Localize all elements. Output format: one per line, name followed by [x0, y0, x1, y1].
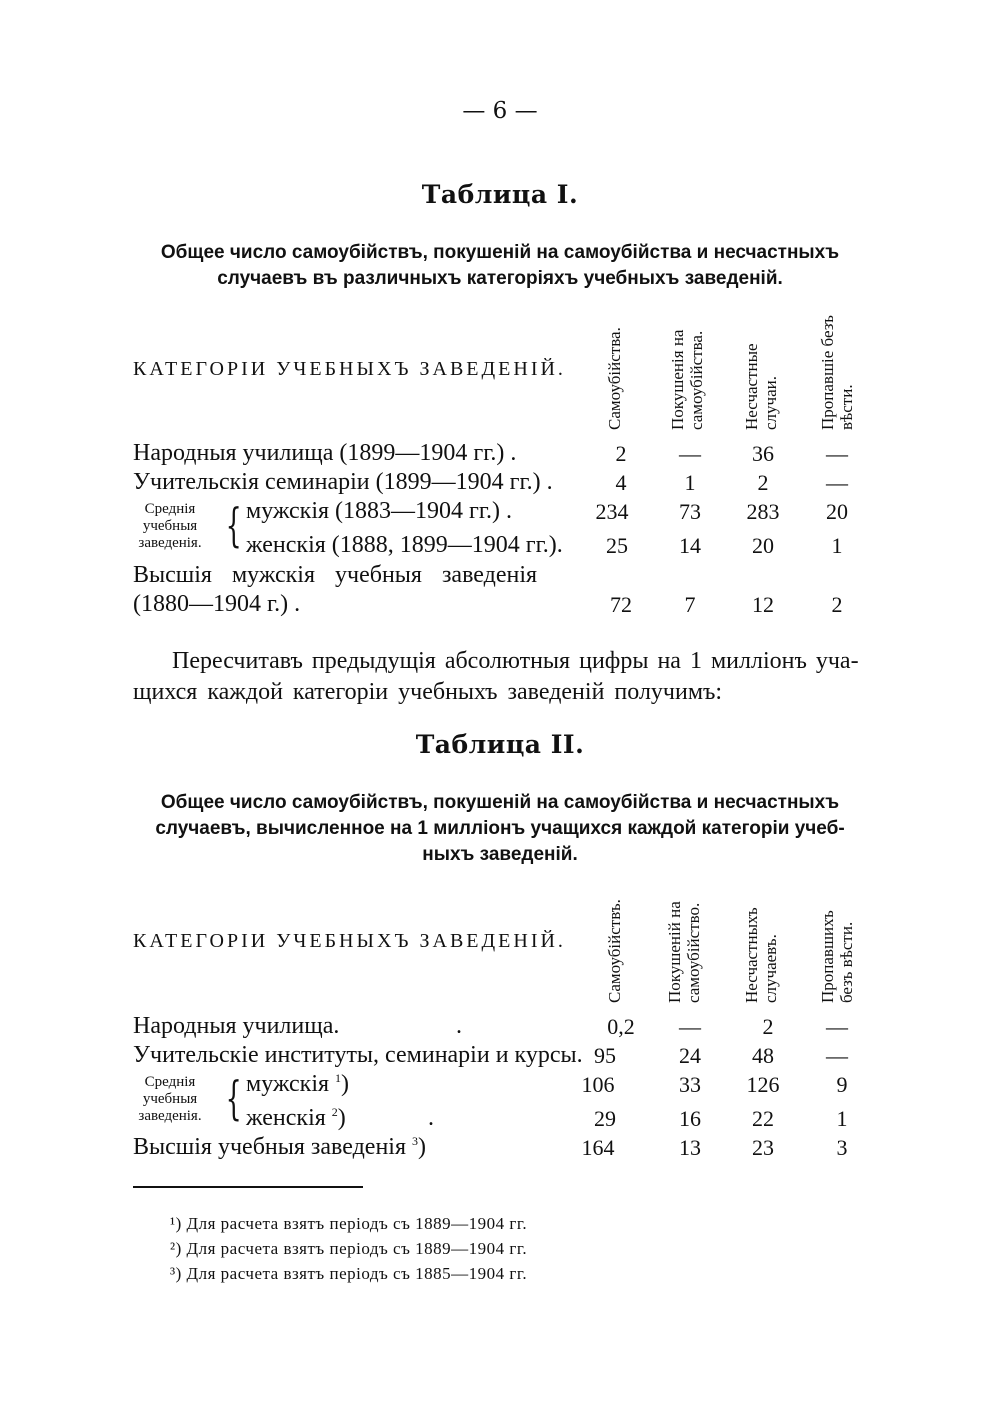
- table1-row-2-val-3: 2: [757, 470, 769, 495]
- table2-row-4-val-4: 1: [836, 1106, 848, 1131]
- table1-col-header-1: [605, 305, 629, 430]
- table2-row-4-paren: ): [337, 1105, 346, 1131]
- table2-row-3-val-3: 126: [746, 1072, 780, 1097]
- table2-row-1-val-1: 0,2: [607, 1014, 635, 1039]
- table2-group-label-line1: Среднія: [144, 1074, 196, 1090]
- table2-row-1-val-3: 2: [762, 1014, 774, 1039]
- table2-row-4-mark: 2: [331, 1105, 338, 1119]
- table1-row-5-val-4: 2: [831, 592, 843, 617]
- table2-row-1-dot: .: [456, 1013, 462, 1039]
- table1-row-5-val-3: 12: [752, 592, 774, 617]
- table2-row-2-val-1: 95: [594, 1043, 616, 1068]
- table2-row-4: [246, 1105, 346, 1132]
- footnote-2-mark: ²): [170, 1239, 182, 1258]
- table2-subtitle-line3: ныхъ заведеній.: [422, 844, 578, 865]
- footnote-2: [170, 1239, 527, 1259]
- footnote-1-text: Для расчета взятъ періодъ съ 1889—1904 гг.: [186, 1214, 528, 1233]
- table2-col-header-2: [665, 878, 705, 1003]
- table1-row-3-val-1: 234: [595, 499, 629, 524]
- table2-col-header-1: [605, 878, 629, 1003]
- table1-col-header-1-text: Самоубійства.: [605, 327, 624, 430]
- table1-row-2-val-2: 1: [684, 470, 696, 495]
- table1-col-header-4-text: Пропавшіе безъ вѣсти.: [818, 315, 856, 430]
- table2-row-4-label: женскія: [246, 1105, 326, 1131]
- table2-col-header-1-text: Самоубійствъ.: [605, 899, 624, 1003]
- table2-row-3-paren: ): [341, 1071, 350, 1097]
- table2-row-1-val-2: —: [679, 1014, 701, 1039]
- table1-group-brace: {: [225, 498, 242, 552]
- footnote-3: [170, 1264, 527, 1284]
- table1-row-3-label: мужскія (1883—1904 гг.) .: [246, 498, 513, 524]
- table2-row-3: [246, 1071, 349, 1098]
- table1-row-3-val-3: 283: [746, 499, 780, 524]
- footnote-divider: [133, 1186, 363, 1188]
- table1-col-header-3: [742, 305, 782, 430]
- table2-row-3-label: мужскія: [246, 1071, 330, 1097]
- table2-row-1-val-4: —: [826, 1014, 848, 1039]
- table1-row-2-label: Учительскія семинаріи (1899—1904 гг.) .: [133, 469, 553, 495]
- table1-col-header-3-text: Несчастные случаи.: [742, 343, 780, 430]
- table1-row-4-val-3: 20: [752, 533, 774, 558]
- table2-row-5-label: Высшія учебныя заведенія: [133, 1134, 406, 1160]
- table2-row-2-val-4: —: [826, 1043, 848, 1068]
- table2-category-header: КАТЕГОРІИ УЧЕБНЫХЪ ЗАВЕДЕНІЙ.: [133, 930, 566, 952]
- table2-row-5-val-3: 23: [752, 1135, 774, 1160]
- table1-category-header: КАТЕГОРІИ УЧЕБНЫХЪ ЗАВЕДЕНІЙ.: [133, 358, 566, 380]
- table2-group-label: [130, 1074, 210, 1125]
- table1-row-2-val-4: —: [826, 470, 848, 495]
- table1-subtitle-line1: Общее число самоубійствъ, покушеній на самоубійства и несчастныхъ: [160, 242, 840, 263]
- table2-row-5: [133, 1134, 426, 1161]
- paragraph-line2: щихся каждой категоріи учебныхъ заведеній получимъ:: [133, 679, 723, 705]
- page-number: — 6 —: [462, 98, 538, 124]
- table2-group-brace: {: [225, 1071, 242, 1125]
- table1-row-1-val-1: 2: [615, 441, 627, 466]
- table2-row-2-val-3: 48: [752, 1043, 774, 1068]
- table1-row-4-val-1: 25: [606, 533, 628, 558]
- table2-row-4-val-3: 22: [752, 1106, 774, 1131]
- table2-row-4-dot: .: [428, 1105, 434, 1131]
- table1-row-1-label: Народныя училища (1899—1904 гг.) .: [133, 440, 517, 466]
- table1-row-3-val-4: 20: [826, 499, 848, 524]
- table1-row-3-val-2: 73: [679, 499, 701, 524]
- table1-row-5-label-line2: (1880—1904 г.) .: [133, 591, 301, 617]
- table2-row-3-val-4: 9: [836, 1072, 848, 1097]
- table1-row-4-val-2: 14: [679, 533, 701, 558]
- table2-title: Таблица II.: [415, 730, 585, 759]
- table1-title: Таблица I.: [421, 180, 579, 209]
- table2-row-3-val-2: 33: [679, 1072, 701, 1097]
- table1-col-header-2: [668, 305, 708, 430]
- table1-row-4-val-4: 1: [831, 533, 843, 558]
- table2-row-1-label: Народныя училища.: [133, 1013, 340, 1039]
- table2-row-5-val-4: 3: [836, 1135, 848, 1160]
- table2-row-3-mark: 1: [335, 1071, 342, 1085]
- table1-group-label-line3: заведенія.: [138, 535, 202, 551]
- paragraph-line1: Пересчитавъ предыдущія абсолютныя цифры на 1 милліонъ уча-: [172, 648, 859, 674]
- table1-row-5-label: Высшія мужскія учебныя заведенія: [133, 562, 538, 588]
- table1-col-header-2-text: Покушенія на самоубійства.: [668, 329, 706, 430]
- table2-col-header-4: [818, 878, 858, 1003]
- table2-row-5-val-1: 164: [581, 1135, 615, 1160]
- table1-subtitle-line2: случаевъ въ различныхъ категоріяхъ учебныхъ заведеній.: [217, 268, 783, 289]
- table1-group-label-line1: Среднія: [144, 501, 196, 517]
- table1-row-1-val-3: 36: [752, 441, 774, 466]
- footnote-3-text: Для расчета взятъ періодъ съ 1885—1904 гг.: [186, 1264, 528, 1283]
- footnote-3-mark: ³): [170, 1264, 182, 1283]
- table2-col-header-3-text: Несчастныхъ случаевъ.: [742, 907, 780, 1003]
- table2-subtitle-line2: случаевъ, вычисленное на 1 милліонъ учащихся каждой категоріи учеб-: [155, 818, 845, 839]
- table1-row-4-label: женскія (1888, 1899—1904 гг.).: [246, 532, 563, 558]
- table1-row-2-val-1: 4: [615, 470, 627, 495]
- table2-subtitle-line1: Общее число самоубійствъ, покушеній на самоубійства и несчастныхъ: [160, 792, 840, 813]
- table2-row-5-val-2: 13: [679, 1135, 701, 1160]
- table2-col-header-4-text: Пропавшихъ безъ вѣсти.: [818, 910, 856, 1003]
- table1-group-label-line2: учебныя: [142, 518, 198, 534]
- footnote-1-mark: ¹): [170, 1214, 182, 1233]
- table2-row-5-mark: 3: [412, 1134, 418, 1148]
- table1-group-label: [130, 501, 210, 552]
- table2-row-2-label: Учительскіе институты, семинаріи и курсы.: [133, 1042, 583, 1068]
- table2-group-label-line3: заведенія.: [138, 1108, 202, 1124]
- table2-row-4-val-1: 29: [594, 1106, 616, 1131]
- table2-row-3-val-1: 106: [581, 1072, 615, 1097]
- table1-col-header-4: [818, 305, 858, 430]
- table1-row-5-val-2: 7: [684, 592, 696, 617]
- table2-row-4-val-2: 16: [679, 1106, 701, 1131]
- table2-col-header-3: [742, 878, 782, 1003]
- table2-col-header-2-text: Покушеній на самоубійство.: [665, 901, 703, 1003]
- footnote-1: [170, 1214, 527, 1234]
- table2-group-label-line2: учебныя: [142, 1091, 198, 1107]
- table1-row-1-val-4: —: [826, 441, 848, 466]
- table2-row-2-val-2: 24: [679, 1043, 701, 1068]
- table1-row-5-val-1: 72: [610, 592, 632, 617]
- table1-row-1-val-2: —: [679, 441, 701, 466]
- footnote-2-text: Для расчета взятъ періодъ съ 1889—1904 гг.: [186, 1239, 528, 1258]
- table2-row-5-paren: ): [418, 1134, 426, 1160]
